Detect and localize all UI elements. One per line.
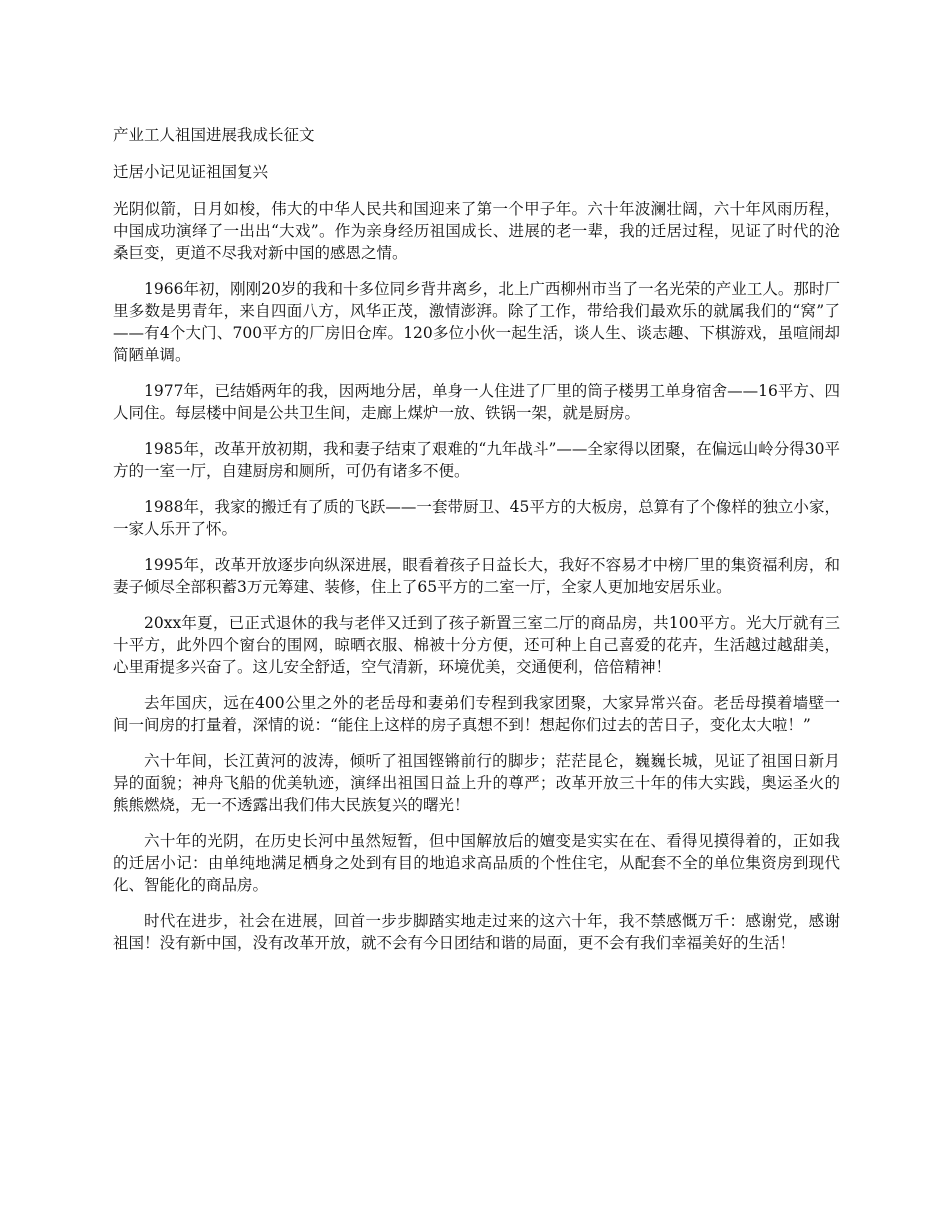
paragraph-1977: 1977年，已结婚两年的我，因两地分居，单身一人住进了厂里的筒子楼男工单身宿舍——16平方、四人同住。每层楼中间是公共卫生间，走廊上煤炉一放、铁锅一架，就是厨房。 bbox=[113, 382, 840, 422]
paragraph-1985: 1985年，改革开放初期，我和妻子结束了艰难的“九年战斗”——全家得以团聚，在偏远山岭分得30平方的一室一厅，自建厨房和厕所，可仍有诸多不便。 bbox=[113, 440, 840, 480]
document-page bbox=[113, 124, 840, 968]
paragraph-1995: 1995年，改革开放逐步向纵深进展，眼看着孩子日益长大，我好不容易才中榜厂里的集资福利房，和妻子倾尽全部积蓄3万元筹建、装修，住上了65平方的二室一厅，全家人更加地安居乐业。 bbox=[113, 556, 840, 596]
paragraph-1988: 1988年，我家的搬迁有了质的飞跃——一套带厨卫、45平方的大板房，总算有了个像样的独立小家，一家人乐开了怀。 bbox=[113, 498, 840, 538]
paragraph-conclusion: 时代在进步，社会在进展，回首一步步脚踏实地走过来的这六十年，我不禁感慨万千：感谢党，感谢祖国！没有新中国，没有改革开放，就不会有今日团结和谐的局面，更不会有我们幸福美好的生活！ bbox=[113, 912, 840, 952]
paragraph-20xx: 20xx年夏，已正式退休的我与老伴又迁到了孩子新置三室二厅的商品房，共100平方。光大厅就有三十平方，此外四个窗台的围网，晾晒衣服、棉被十分方便，还可种上自己喜爱的花卉，生活越过越甜美，心里甭提多兴奋了。这儿安全舒适，空气清新，环境优美，交通便利，倍倍精神！ bbox=[113, 614, 840, 676]
paragraph-1966: 1966年初，刚刚20岁的我和十多位同乡背井离乡，北上广西柳州市当了一名光荣的产业工人。那时厂里多数是男青年，来自四面八方，风华正茂，激情澎湃。除了工作，带给我们最欢乐的就属我们的“窝”了——有4个大门、700平方的厂房旧仓库。120多位小伙一起生活，谈人生、谈志趣、下棋游戏，虽喧闹却简陋单调。 bbox=[113, 280, 840, 364]
paragraph-time: 六十年的光阴，在历史长河中虽然短暂，但中国解放后的嬗变是实实在在、看得见摸得着的，正如我的迁居小记：由单纯地满足栖身之处到有目的地追求高品质的个性住宅，从配套不全的单位集资房到现代化、智能化的商品房。 bbox=[113, 832, 840, 894]
paragraph-intro: 光阴似箭，日月如梭，伟大的中华人民共和国迎来了第一个甲子年。六十年波澜壮阔，六十年风雨历程，中国成功演绎了一出出“大戏”。作为亲身经历祖国成长、进展的老一辈，我的迁居过程，见证了时代的沧桑巨变，更道不尽我对新中国的感恩之情。 bbox=[113, 200, 840, 262]
paragraph-national-day: 去年国庆，远在400公里之外的老岳母和妻弟们专程到我家团聚，大家异常兴奋。老岳母摸着墙壁一间一间房的打量着，深情的说：“能住上这样的房子真想不到！想起你们过去的苦日子，变化太大啦！” bbox=[113, 694, 840, 734]
document-title: 产业工人祖国进展我成长征文 bbox=[113, 126, 315, 144]
document-subtitle: 迁居小记见证祖国复兴 bbox=[113, 163, 269, 181]
paragraph-sixty-years: 六十年间，长江黄河的波涛，倾听了祖国铿锵前行的脚步；茫茫昆仑，巍巍长城，见证了祖国日新月异的面貌；神舟飞船的优美轨迹，演绎出祖国日益上升的尊严；改革开放三十年的伟大实践，奥运圣火的熊熊燃烧，无一不透露出我们伟大民族复兴的曙光！ bbox=[113, 752, 840, 814]
